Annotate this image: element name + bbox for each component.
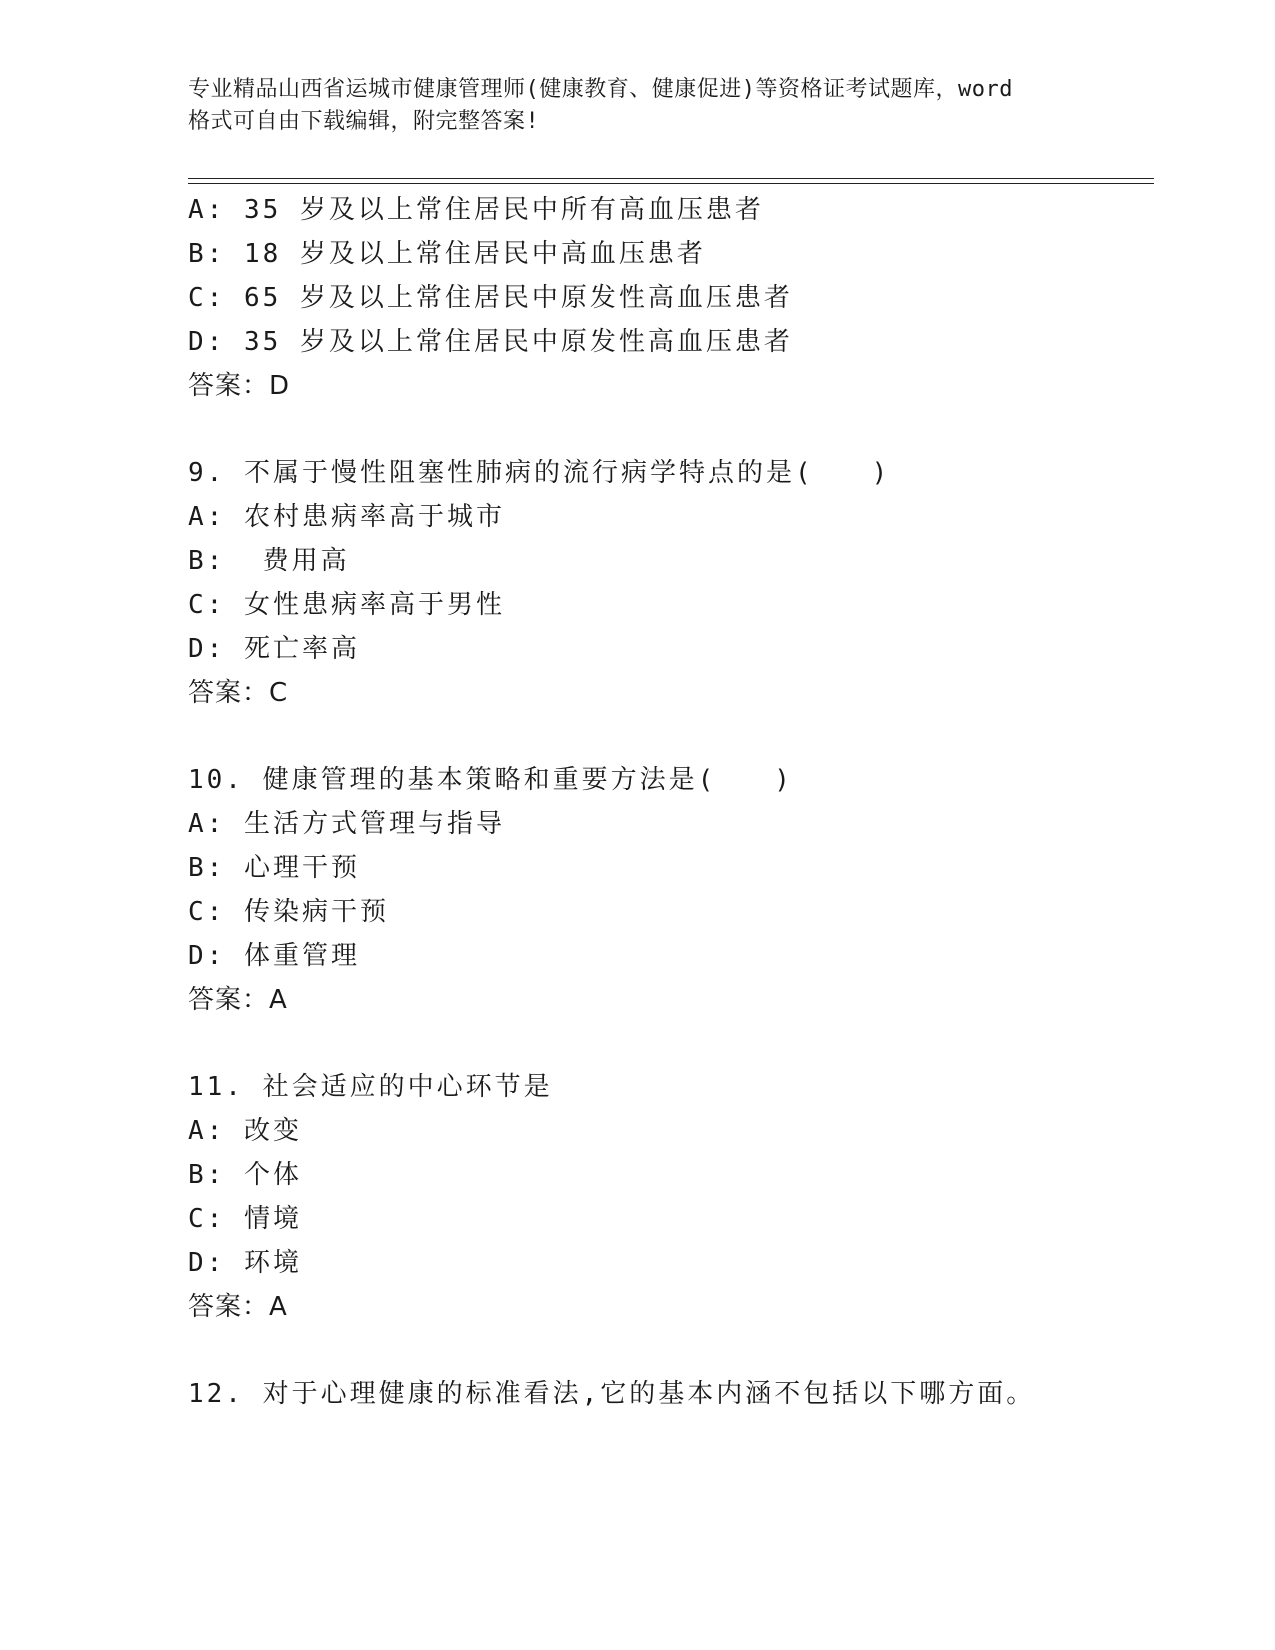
header-rule-top — [188, 178, 1154, 179]
q9-question: 9. 不属于慢性阻塞性肺病的流行病学特点的是( ) — [188, 458, 891, 488]
header-line-2: 格式可自由下载编辑，附完整答案! — [188, 109, 540, 134]
header-rule-bottom — [188, 183, 1154, 184]
q10-answer: 答案：A — [188, 985, 288, 1015]
q9-option-b: B: 费用高 — [188, 546, 350, 576]
q8-option-b: B: 18 岁及以上常住居民中高血压患者 — [188, 239, 706, 269]
q11-option-a: A: 改变 — [188, 1116, 302, 1146]
q11-option-b: B: 个体 — [188, 1160, 302, 1190]
q10-option-c: C: 传染病干预 — [188, 897, 389, 927]
q9-option-c: C: 女性患病率高于男性 — [188, 590, 505, 620]
q11-question: 11. 社会适应的中心环节是 — [188, 1072, 553, 1102]
q9-answer: 答案：C — [188, 678, 289, 708]
q8-option-a: A: 35 岁及以上常住居民中所有高血压患者 — [188, 195, 764, 225]
q12-question: 12. 对于心理健康的标准看法,它的基本内涵不包括以下哪方面。 — [188, 1379, 1036, 1409]
q8-option-c: C: 65 岁及以上常住居民中原发性高血压患者 — [188, 283, 793, 313]
q9-option-a: A: 农村患病率高于城市 — [188, 502, 505, 532]
q9-option-d: D: 死亡率高 — [188, 634, 360, 664]
q10-option-d: D: 体重管理 — [188, 941, 360, 971]
q11-option-d: D: 环境 — [188, 1248, 302, 1278]
q11-answer: 答案：A — [188, 1292, 288, 1322]
q8-option-d: D: 35 岁及以上常住居民中原发性高血压患者 — [188, 327, 793, 357]
document-header — [188, 74, 1088, 138]
q11-option-c: C: 情境 — [188, 1204, 302, 1234]
q10-option-a: A: 生活方式管理与指导 — [188, 809, 505, 839]
header-line-1: 专业精品山西省运城市健康管理师(健康教育、健康促进)等资格证考试题库，word — [188, 77, 1013, 102]
q8-answer: 答案：D — [188, 371, 291, 401]
q10-question: 10. 健康管理的基本策略和重要方法是( ) — [188, 765, 793, 795]
q10-option-b: B: 心理干预 — [188, 853, 360, 883]
